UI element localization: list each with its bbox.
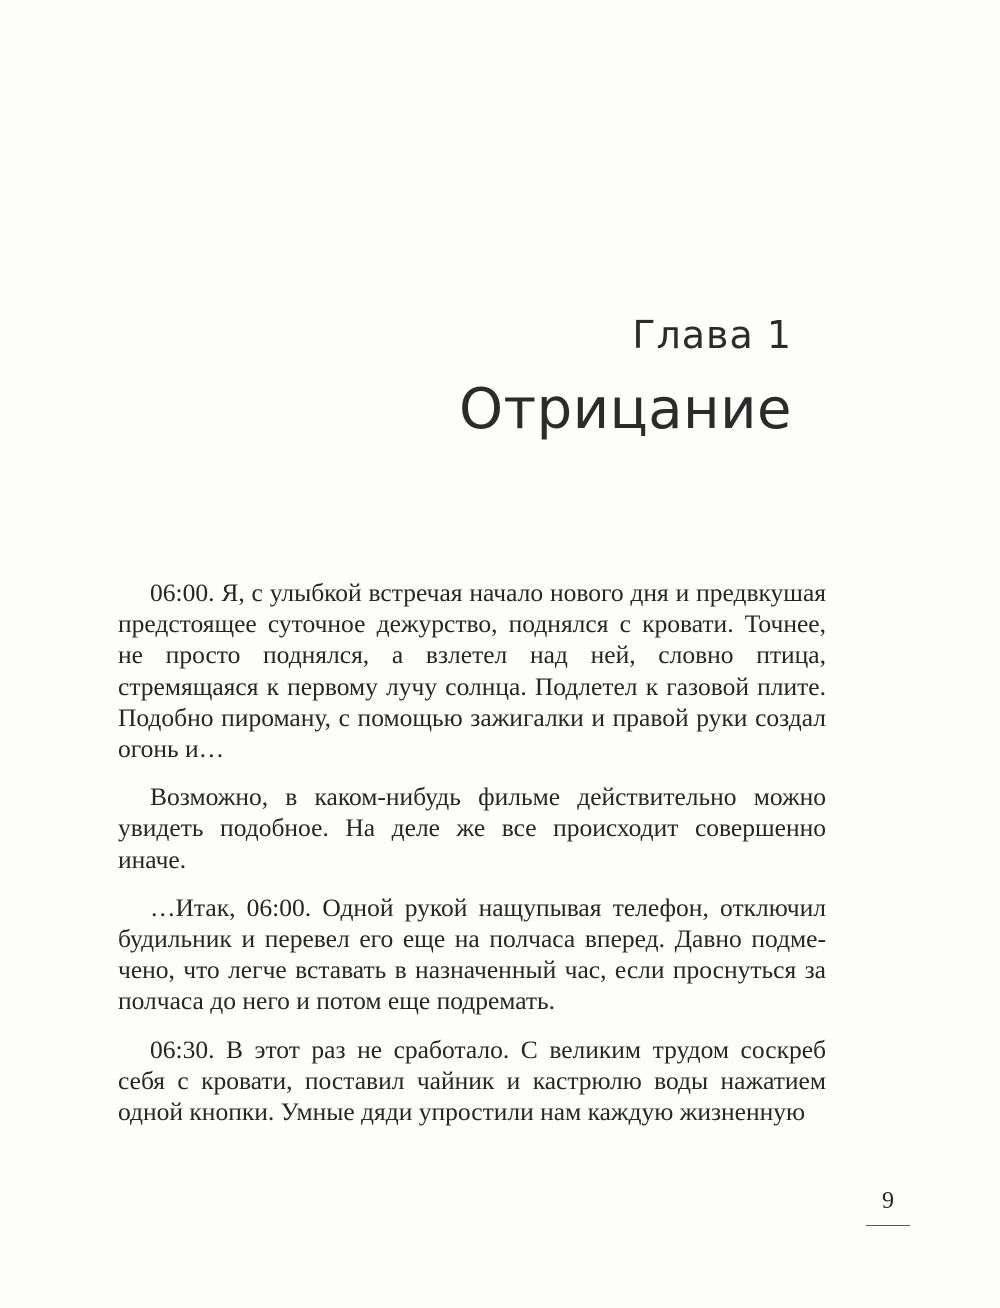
paragraph: …Итак, 06:00. Одной рукой нащупывая телефон, отключил будильник и перевел его еще на полчаса вперед. Давно подмечено, что легче вставать в назначенный час, если проснуться за полчаса до него и потом еще подремать. bbox=[118, 892, 826, 1016]
chapter-body bbox=[118, 577, 826, 1144]
paragraph: Возможно, в каком-нибудь фильме действительно можно увидеть подобное. На деле же все происходит совершенно иначе. bbox=[118, 782, 826, 874]
chapter-title: Отрицание bbox=[458, 377, 792, 442]
paragraph: 06:00. Я, с улыбкой встречая начало нового дня и предвкушая предстоящее суточное дежурство, поднялся с кровати. Точнее, не просто поднялся, а взлетел над ней, словно птица, стремящаяся к первому лучу солнца. Подлетел к газовой плите. Подобно пироману, с помощью зажигалки и правой руки создал огонь и… bbox=[118, 578, 826, 764]
page-number: 9 bbox=[882, 1188, 894, 1214]
chapter-number: Глава 1 bbox=[632, 313, 792, 357]
page-number-rule bbox=[866, 1225, 910, 1226]
paragraph: 06:30. В этот раз не сработало. С великим трудом соскреб себя с кровати, поставил чайник и кастрюлю воды нажатием одной кнопки. Умные дяди упростили нам каждую жизненную bbox=[118, 1034, 826, 1127]
